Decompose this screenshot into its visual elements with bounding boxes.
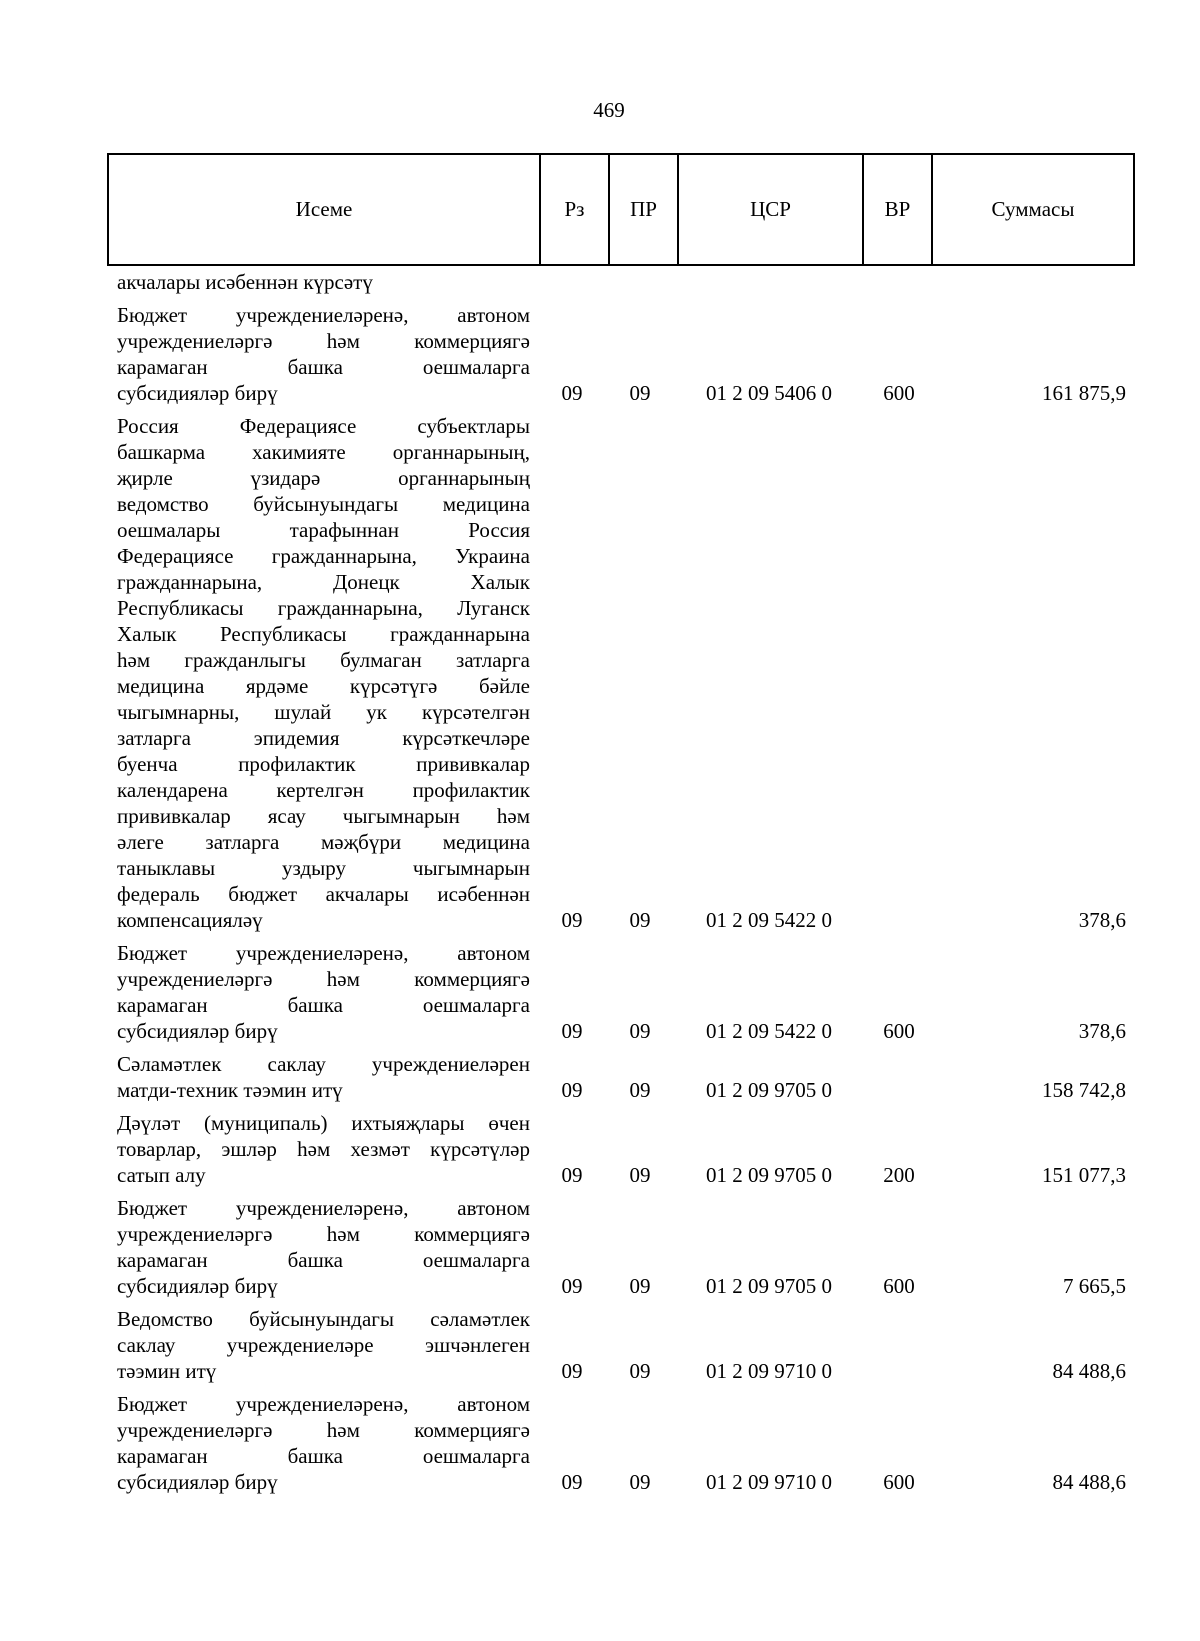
table-row: [0, 1195, 1200, 1299]
cell-csr: 01 2 09 9710 0: [706, 1470, 832, 1494]
cell-rz: 09: [561, 381, 583, 405]
cell-pr: 09: [629, 381, 651, 405]
column-header-name: Исеме: [108, 154, 540, 265]
cell-rz: 09: [561, 908, 583, 932]
cell-vr: 200: [883, 1163, 915, 1187]
cell-pr: 09: [629, 908, 651, 932]
table-row: [0, 940, 1200, 1044]
table-header: [107, 153, 1135, 266]
cell-csr: 01 2 09 5406 0: [706, 381, 832, 405]
cell-rz: 09: [561, 1359, 583, 1383]
row-name-line: Ведомство буйсынуындагы сәламәтлек: [117, 1307, 530, 1331]
column-header-csr: ЦСР: [678, 154, 863, 265]
row-name-line: һәм гражданлыгы булмаган затларга: [117, 648, 530, 672]
row-name-line: медицина ярдәме күрсәтүгә бәйле: [117, 674, 530, 698]
row-name: [117, 269, 530, 295]
row-name-line: учреждениеләргә һәм коммерциягә: [117, 1222, 530, 1246]
table-row: [0, 1051, 1200, 1103]
table-row: [0, 1306, 1200, 1384]
cell-rz: 09: [561, 1078, 583, 1102]
row-name-line: Федерациясе гражданнарына, Украина: [117, 544, 530, 568]
row-name: [117, 1306, 530, 1384]
row-name-line: субсидияләр бирү: [117, 381, 278, 405]
row-name-line: товарлар, эшләр һәм хезмәт күрсәтүләр: [117, 1137, 530, 1161]
cell-rz: 09: [561, 1274, 583, 1298]
row-name-line: башкарма хакимияте органнарының,: [117, 440, 530, 464]
row-name-line: Халык Республикасы гражданнарына: [117, 622, 530, 646]
row-name-line: таныклавы уздыру чыгымнарын: [117, 856, 530, 880]
cell-rz: 09: [561, 1470, 583, 1494]
cell-csr: 01 2 09 9705 0: [706, 1163, 832, 1187]
row-name-line: Дәүләт (муниципаль) ихтыяҗлары өчен: [117, 1111, 530, 1135]
column-header-vr: ВР: [863, 154, 932, 265]
row-name-line: федераль бюджет акчалары исәбеннән: [117, 882, 530, 906]
row-name-line: учреждениеләргә һәм коммерциягә: [117, 329, 530, 353]
row-name-line: Бюджет учреждениеләренә, автоном: [117, 303, 530, 327]
cell-sum: 378,6: [1078, 1019, 1126, 1043]
row-name: [117, 1110, 530, 1188]
row-name-line: календарена кертелгән профилактик: [117, 778, 530, 802]
cell-sum: 158 742,8: [1042, 1078, 1126, 1102]
cell-sum: 378,6: [1078, 908, 1126, 932]
cell-sum: 84 488,6: [1052, 1359, 1126, 1383]
row-name-line: буенча профилактик прививкалар: [117, 752, 530, 776]
row-name-line: ведомство буйсынуындагы медицина: [117, 492, 530, 516]
row-name: [117, 413, 530, 933]
page-number: 469: [593, 98, 625, 122]
row-name-line: Россия Федерациясе субъектлары: [117, 414, 530, 438]
cell-vr: 600: [883, 1470, 915, 1494]
row-name-line: сатып алу: [117, 1163, 206, 1187]
cell-pr: 09: [629, 1470, 651, 1494]
table-row: [0, 413, 1200, 933]
column-header-rz: Рз: [540, 154, 609, 265]
table-row: [0, 1391, 1200, 1495]
column-header-sum: Суммасы: [932, 154, 1134, 265]
cell-csr: 01 2 09 9705 0: [706, 1274, 832, 1298]
cell-csr: 01 2 09 9705 0: [706, 1078, 832, 1102]
cell-pr: 09: [629, 1274, 651, 1298]
row-name-line: учреждениеләргә һәм коммерциягә: [117, 1418, 530, 1442]
row-name-line: субсидияләр бирү: [117, 1019, 278, 1043]
cell-rz: 09: [561, 1163, 583, 1187]
row-name-line: прививкалар ясау чыгымнарын һәм: [117, 804, 530, 828]
column-header-pr: ПР: [609, 154, 678, 265]
row-name-line: компенсацияләү: [117, 908, 263, 932]
row-name-line: тәэмин итү: [117, 1359, 217, 1383]
row-name-line: субсидияләр бирү: [117, 1470, 278, 1494]
row-name-line: җирле үзидарә органнарының: [117, 466, 530, 490]
cell-vr: 600: [883, 1274, 915, 1298]
row-name-line: саклау учреждениеләре эшчәнлеген: [117, 1333, 530, 1357]
cell-csr: 01 2 09 5422 0: [706, 908, 832, 932]
table-row: [0, 269, 1200, 295]
row-name-line: матди-техник тәэмин итү: [117, 1078, 343, 1102]
cell-csr: 01 2 09 9710 0: [706, 1359, 832, 1383]
cell-sum: 7 665,5: [1063, 1274, 1126, 1298]
row-name-line: субсидияләр бирү: [117, 1274, 278, 1298]
row-name-line: әлеге затларга мәҗбүри медицина: [117, 830, 530, 854]
row-name-line: карамаган башка оешмаларга: [117, 1444, 530, 1468]
row-name-line: Республикасы гражданнарына, Луганск: [117, 596, 530, 620]
row-name-line: гражданнарына, Донецк Халык: [117, 570, 530, 594]
row-name-line: оешмалары тарафыннан Россия: [117, 518, 530, 542]
cell-pr: 09: [629, 1163, 651, 1187]
row-name-line: Бюджет учреждениеләренә, автоном: [117, 1392, 530, 1416]
cell-pr: 09: [629, 1019, 651, 1043]
cell-pr: 09: [629, 1359, 651, 1383]
cell-vr: 600: [883, 1019, 915, 1043]
row-name: [117, 1391, 530, 1495]
row-name-line: Сәламәтлек саклау учреждениеләрен: [117, 1052, 530, 1076]
row-name-line: акчалары исәбеннән күрсәтү: [117, 270, 373, 294]
cell-sum: 84 488,6: [1052, 1470, 1126, 1494]
cell-sum: 161 875,9: [1042, 381, 1126, 405]
row-name-line: карамаган башка оешмаларга: [117, 1248, 530, 1272]
cell-pr: 09: [629, 1078, 651, 1102]
row-name-line: учреждениеләргә һәм коммерциягә: [117, 967, 530, 991]
row-name-line: затларга эпидемия күрсәткечләре: [117, 726, 530, 750]
row-name-line: карамаган башка оешмаларга: [117, 355, 530, 379]
cell-csr: 01 2 09 5422 0: [706, 1019, 832, 1043]
row-name-line: Бюджет учреждениеләренә, автоном: [117, 941, 530, 965]
row-name: [117, 1051, 530, 1103]
budget-table-body: [0, 269, 1200, 1502]
row-name: [117, 940, 530, 1044]
row-name: [117, 1195, 530, 1299]
cell-rz: 09: [561, 1019, 583, 1043]
cell-sum: 151 077,3: [1042, 1163, 1126, 1187]
row-name: [117, 302, 530, 406]
row-name-line: чыгымнарны, шулай ук күрсәтелгән: [117, 700, 530, 724]
row-name-line: карамаган башка оешмаларга: [117, 993, 530, 1017]
row-name-line: Бюджет учреждениеләренә, автоном: [117, 1196, 530, 1220]
table-row: [0, 302, 1200, 406]
table-row: [0, 1110, 1200, 1188]
cell-vr: 600: [883, 381, 915, 405]
